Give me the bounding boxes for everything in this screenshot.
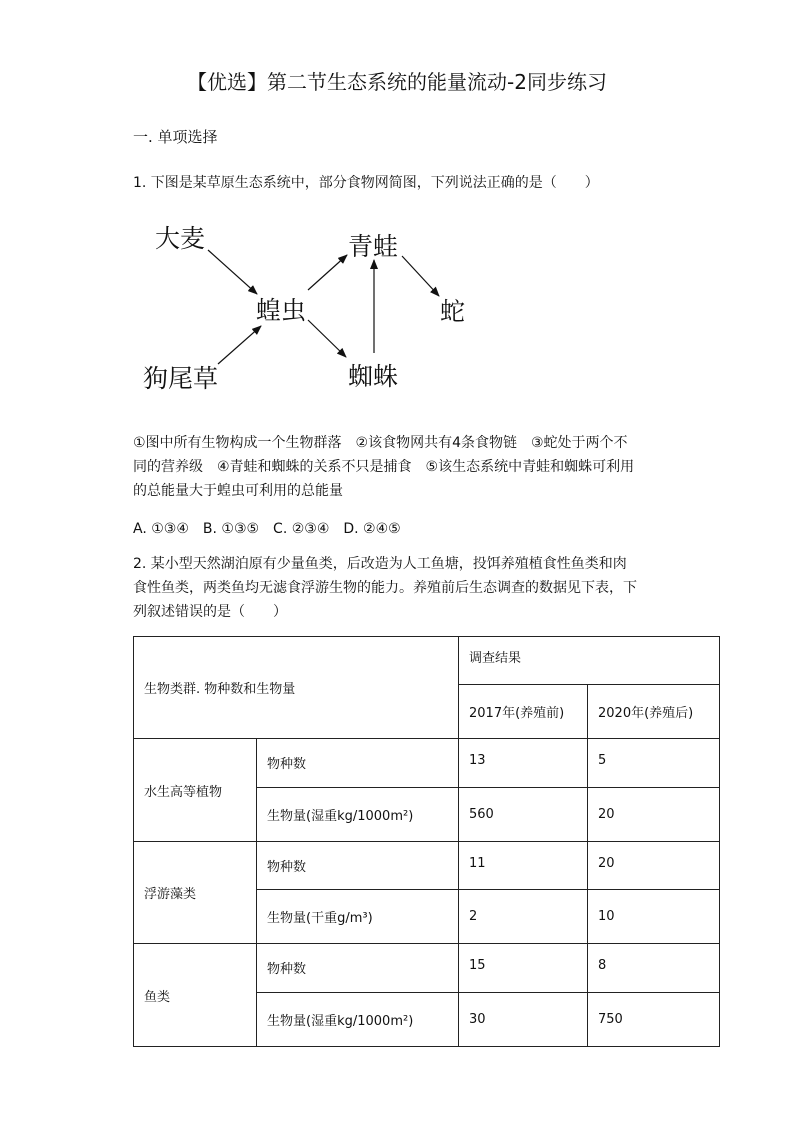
question-2-line-1: 2. 某小型天然湖泊原有少量鱼类，后改造为人工鱼塘，投饵养殖植食性鱼类和肉 (133, 556, 627, 572)
row-item: 生物量(湿重kg/1000m²) (257, 788, 459, 842)
q1-options: A. ①③④ B. ①③⑤ C. ②③④ D. ②④⑤ (133, 521, 401, 537)
row-item: 物种数 (257, 842, 459, 890)
group-name: 浮游藻类 (134, 842, 257, 944)
header-2020: 2020年(养殖后) (588, 685, 720, 739)
node-snake: 蛇 (440, 297, 466, 326)
q1-statements-line-1: ①图中所有生物构成一个生物群落 ②该食物网共有4条食物链 ③蛇处于两个不 (133, 435, 628, 451)
survey-table (133, 636, 720, 1047)
value-2020: 5 (588, 739, 720, 788)
q1-statements-line-2: 同的营养级 ④青蛙和蜘蛛的关系不只是捕食 ⑤该生态系统中青蛙和蜘蛛可利用 (133, 459, 635, 475)
value-2017: 13 (459, 739, 588, 788)
value-2020: 8 (588, 944, 720, 993)
table-row (134, 739, 720, 788)
value-2017: 15 (459, 944, 588, 993)
q1-statements-line-3: 的总能量大于蝗虫可利用的总能量 (133, 483, 343, 499)
node-barley: 大麦 (155, 224, 206, 253)
value-2017: 30 (459, 993, 588, 1047)
value-2020: 750 (588, 993, 720, 1047)
node-foxtail: 狗尾草 (143, 364, 219, 393)
section-heading: 一. 单项选择 (133, 128, 218, 146)
value-2020: 10 (588, 890, 720, 944)
header-2017: 2017年(养殖前) (459, 685, 588, 739)
question-2-line-3: 列叙述错误的是（ ） (133, 604, 287, 620)
row-item: 物种数 (257, 739, 459, 788)
header-results: 调查结果 (459, 637, 720, 685)
arrow-foxtail-to-locust (218, 326, 261, 364)
node-locust: 蝗虫 (256, 296, 307, 325)
group-name: 水生高等植物 (134, 739, 257, 842)
node-spider: 蜘蛛 (348, 362, 399, 391)
arrow-frog-to-snake (402, 256, 439, 296)
arrow-locust-to-spider (308, 320, 346, 357)
arrow-barley-to-locust (208, 250, 257, 294)
value-2017: 560 (459, 788, 588, 842)
table-row (134, 944, 720, 993)
table-row (134, 842, 720, 890)
question-2-line-2: 食性鱼类，两类鱼均无滤食浮游生物的能力。养殖前后生态调查的数据见下表，下 (133, 580, 637, 596)
value-2017: 2 (459, 890, 588, 944)
row-item: 物种数 (257, 944, 459, 993)
node-frog: 青蛙 (348, 232, 399, 261)
header-category: 生物类群. 物种数和生物量 (134, 637, 459, 739)
question-1-stem: 1. 下图是某草原生态系统中，部分食物网简图，下列说法正确的是（ ） (133, 175, 599, 191)
value-2020: 20 (588, 788, 720, 842)
value-2017: 11 (459, 842, 588, 890)
value-2020: 20 (588, 842, 720, 890)
row-item: 生物量(干重g/m³) (257, 890, 459, 944)
row-item: 生物量(湿重kg/1000m²) (257, 993, 459, 1047)
food-web-diagram (133, 212, 493, 402)
arrow-locust-to-frog (308, 255, 347, 290)
group-name: 鱼类 (134, 944, 257, 1047)
page-title: 【优选】第二节生态系统的能量流动-2同步练习 (187, 70, 607, 94)
